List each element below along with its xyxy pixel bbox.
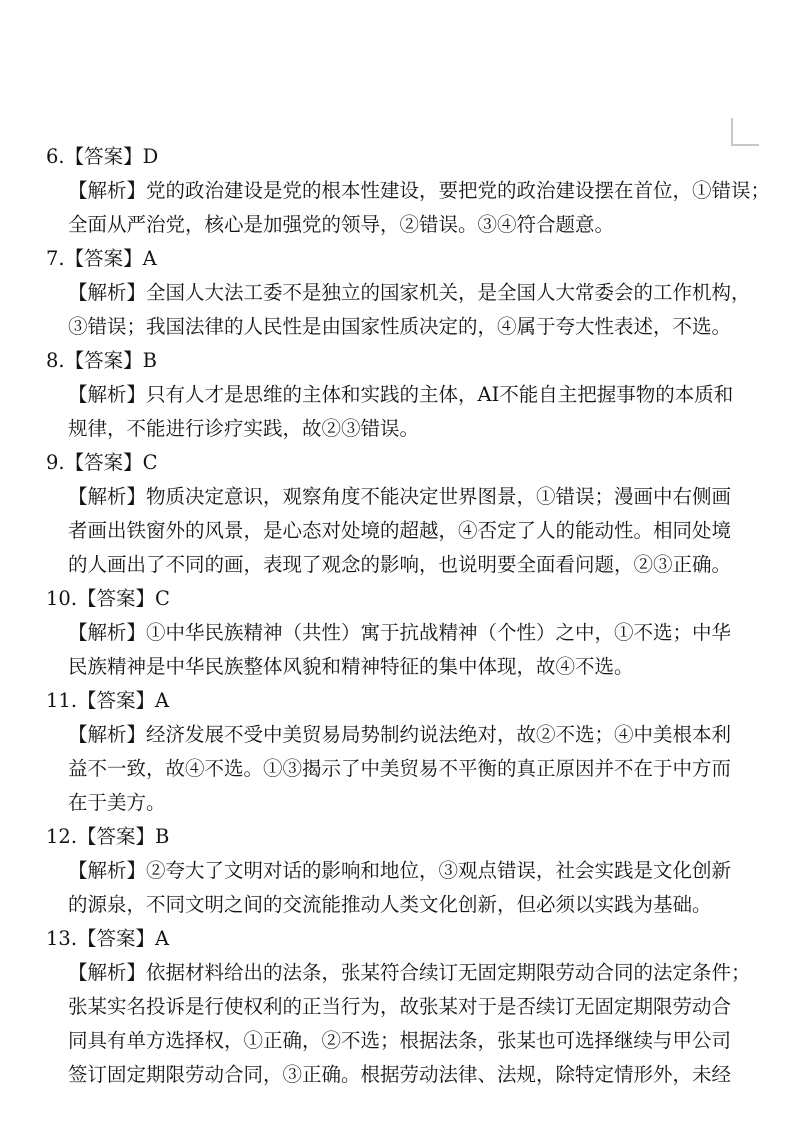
question-12-answer: 12.【答案】B <box>46 825 170 848</box>
question-13-answer: 13.【答案】A <box>46 927 170 950</box>
question-13-analysis-line-3: 同具有单方选择权，①正确，②不选；根据法条，张某也可选择继续与甲公司 <box>68 1029 732 1052</box>
question-10-analysis-line-2: 民族精神是中华民族整体风貌和精神特征的集中体现，故④不选。 <box>68 655 634 678</box>
question-11-answer: 11.【答案】A <box>46 689 170 712</box>
question-13-analysis-line-2: 张某实名投诉是行使权利的正当行为，故张某对于是否续订无固定期限劳动合 <box>68 995 732 1018</box>
question-9-answer: 9.【答案】C <box>46 451 158 474</box>
question-12-analysis-line-2: 的源泉，不同文明之间的交流能推动人类文化创新，但必须以实践为基础。 <box>68 893 712 916</box>
question-9-analysis-line-1: 【解析】物质决定意识，观察角度不能决定世界图景，①错误；漫画中右侧画 <box>68 485 732 508</box>
question-6-analysis-line-2: 全面从严治党，核心是加强党的领导，②错误。③④符合题意。 <box>68 213 615 236</box>
question-9-analysis-line-3: 的人画出了不同的画，表现了观念的影响，也说明要全面看问题，②③正确。 <box>68 553 732 576</box>
question-9-analysis-line-2: 者画出铁窗外的风景，是心态对处境的超越，④否定了人的能动性。相同处境 <box>68 519 732 542</box>
question-10-answer: 10.【答案】C <box>46 587 170 610</box>
question-11-analysis-line-1: 【解析】经济发展不受中美贸易局势制约说法绝对，故②不选；④中美根本利 <box>68 723 732 746</box>
question-13-analysis-line-1: 【解析】依据材料给出的法条，张某符合续订无固定期限劳动合同的法定条件； <box>68 961 751 984</box>
question-6-analysis-line-1: 【解析】党的政治建设是党的根本性建设，要把党的政治建设摆在首位，①错误； <box>68 179 771 202</box>
question-6-answer: 6.【答案】D <box>46 145 159 168</box>
question-7-analysis-line-1: 【解析】全国人大法工委不是独立的国家机关，是全国人大常委会的工作机构， <box>68 281 751 304</box>
question-8-analysis-line-2: 规律，不能进行诊疗实践，故②③错误。 <box>68 417 420 440</box>
question-7-analysis-line-2: ③错误；我国法律的人民性是由国家性质决定的，④属于夸大性表述，不选。 <box>68 315 732 338</box>
question-11-analysis-line-3: 在于美方。 <box>68 791 166 814</box>
question-11-analysis-line-2: 益不一致，故④不选。①③揭示了中美贸易不平衡的真正原因并不在于中方而 <box>68 757 732 780</box>
corner-crop-mark <box>731 118 759 146</box>
question-12-analysis-line-1: 【解析】②夸大了文明对话的影响和地位，③观点错误，社会实践是文化创新 <box>68 859 732 882</box>
question-7-answer: 7.【答案】A <box>46 247 157 270</box>
question-8-analysis-line-1: 【解析】只有人才是思维的主体和实践的主体，AI不能自主把握事物的本质和 <box>68 383 734 406</box>
question-13-analysis-line-4: 签订固定期限劳动合同，③正确。根据劳动法律、法规，除特定情形外，未经 <box>68 1063 732 1086</box>
question-10-analysis-line-1: 【解析】①中华民族精神（共性）寓于抗战精神（个性）之中，①不选；中华 <box>68 621 732 644</box>
question-8-answer: 8.【答案】B <box>46 349 157 372</box>
